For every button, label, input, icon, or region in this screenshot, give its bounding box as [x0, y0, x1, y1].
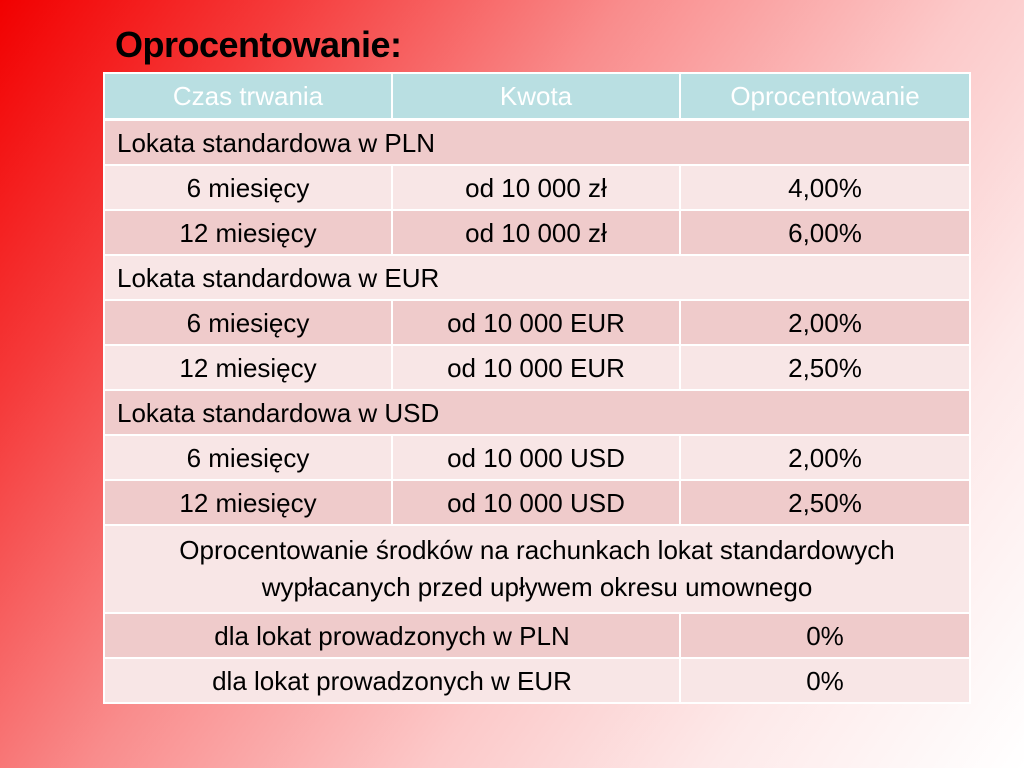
section-label: Lokata standardowa w PLN [104, 120, 970, 166]
duration-cell: 6 miesięcy [104, 435, 392, 480]
table-row [104, 300, 970, 345]
duration-cell: 12 miesięcy [104, 480, 392, 525]
header-duration: Czas trwania [104, 73, 392, 120]
amount-cell: od 10 000 EUR [392, 300, 680, 345]
early-label-cell: dla lokat prowadzonych w EUR [104, 658, 680, 703]
rate-cell: 6,00% [680, 210, 970, 255]
amount-cell: od 10 000 zł [392, 165, 680, 210]
early-withdrawal-note: Oprocentowanie środków na rachunkach lokat standardowych wypłacanych przed upływem okresu umownego [104, 525, 970, 613]
rate-cell: 2,50% [680, 480, 970, 525]
duration-cell: 6 miesięcy [104, 300, 392, 345]
rate-cell: 2,00% [680, 435, 970, 480]
section-row-pln [104, 120, 970, 166]
interest-rates-table [103, 72, 971, 704]
duration-cell: 12 miesięcy [104, 210, 392, 255]
table-header-row [104, 73, 970, 120]
early-label-cell: dla lokat prowadzonych w PLN [104, 613, 680, 658]
amount-cell: od 10 000 USD [392, 480, 680, 525]
section-label: Lokata standardowa w USD [104, 390, 970, 435]
amount-cell: od 10 000 zł [392, 210, 680, 255]
rate-cell: 2,50% [680, 345, 970, 390]
table-row [104, 210, 970, 255]
section-row-eur [104, 255, 970, 300]
duration-cell: 6 miesięcy [104, 165, 392, 210]
section-label: Lokata standardowa w EUR [104, 255, 970, 300]
section-row-usd [104, 390, 970, 435]
duration-cell: 12 miesięcy [104, 345, 392, 390]
rate-cell: 0% [680, 613, 970, 658]
note-row [104, 525, 970, 613]
table-row [104, 658, 970, 703]
rate-cell: 2,00% [680, 300, 970, 345]
rate-cell: 4,00% [680, 165, 970, 210]
amount-cell: od 10 000 USD [392, 435, 680, 480]
header-amount: Kwota [392, 73, 680, 120]
table-row [104, 613, 970, 658]
table-row [104, 165, 970, 210]
amount-cell: od 10 000 EUR [392, 345, 680, 390]
header-rate: Oprocentowanie [680, 73, 970, 120]
table-row [104, 480, 970, 525]
table-row [104, 345, 970, 390]
slide-title: Oprocentowanie: [115, 24, 402, 65]
table-row [104, 435, 970, 480]
rate-cell: 0% [680, 658, 970, 703]
